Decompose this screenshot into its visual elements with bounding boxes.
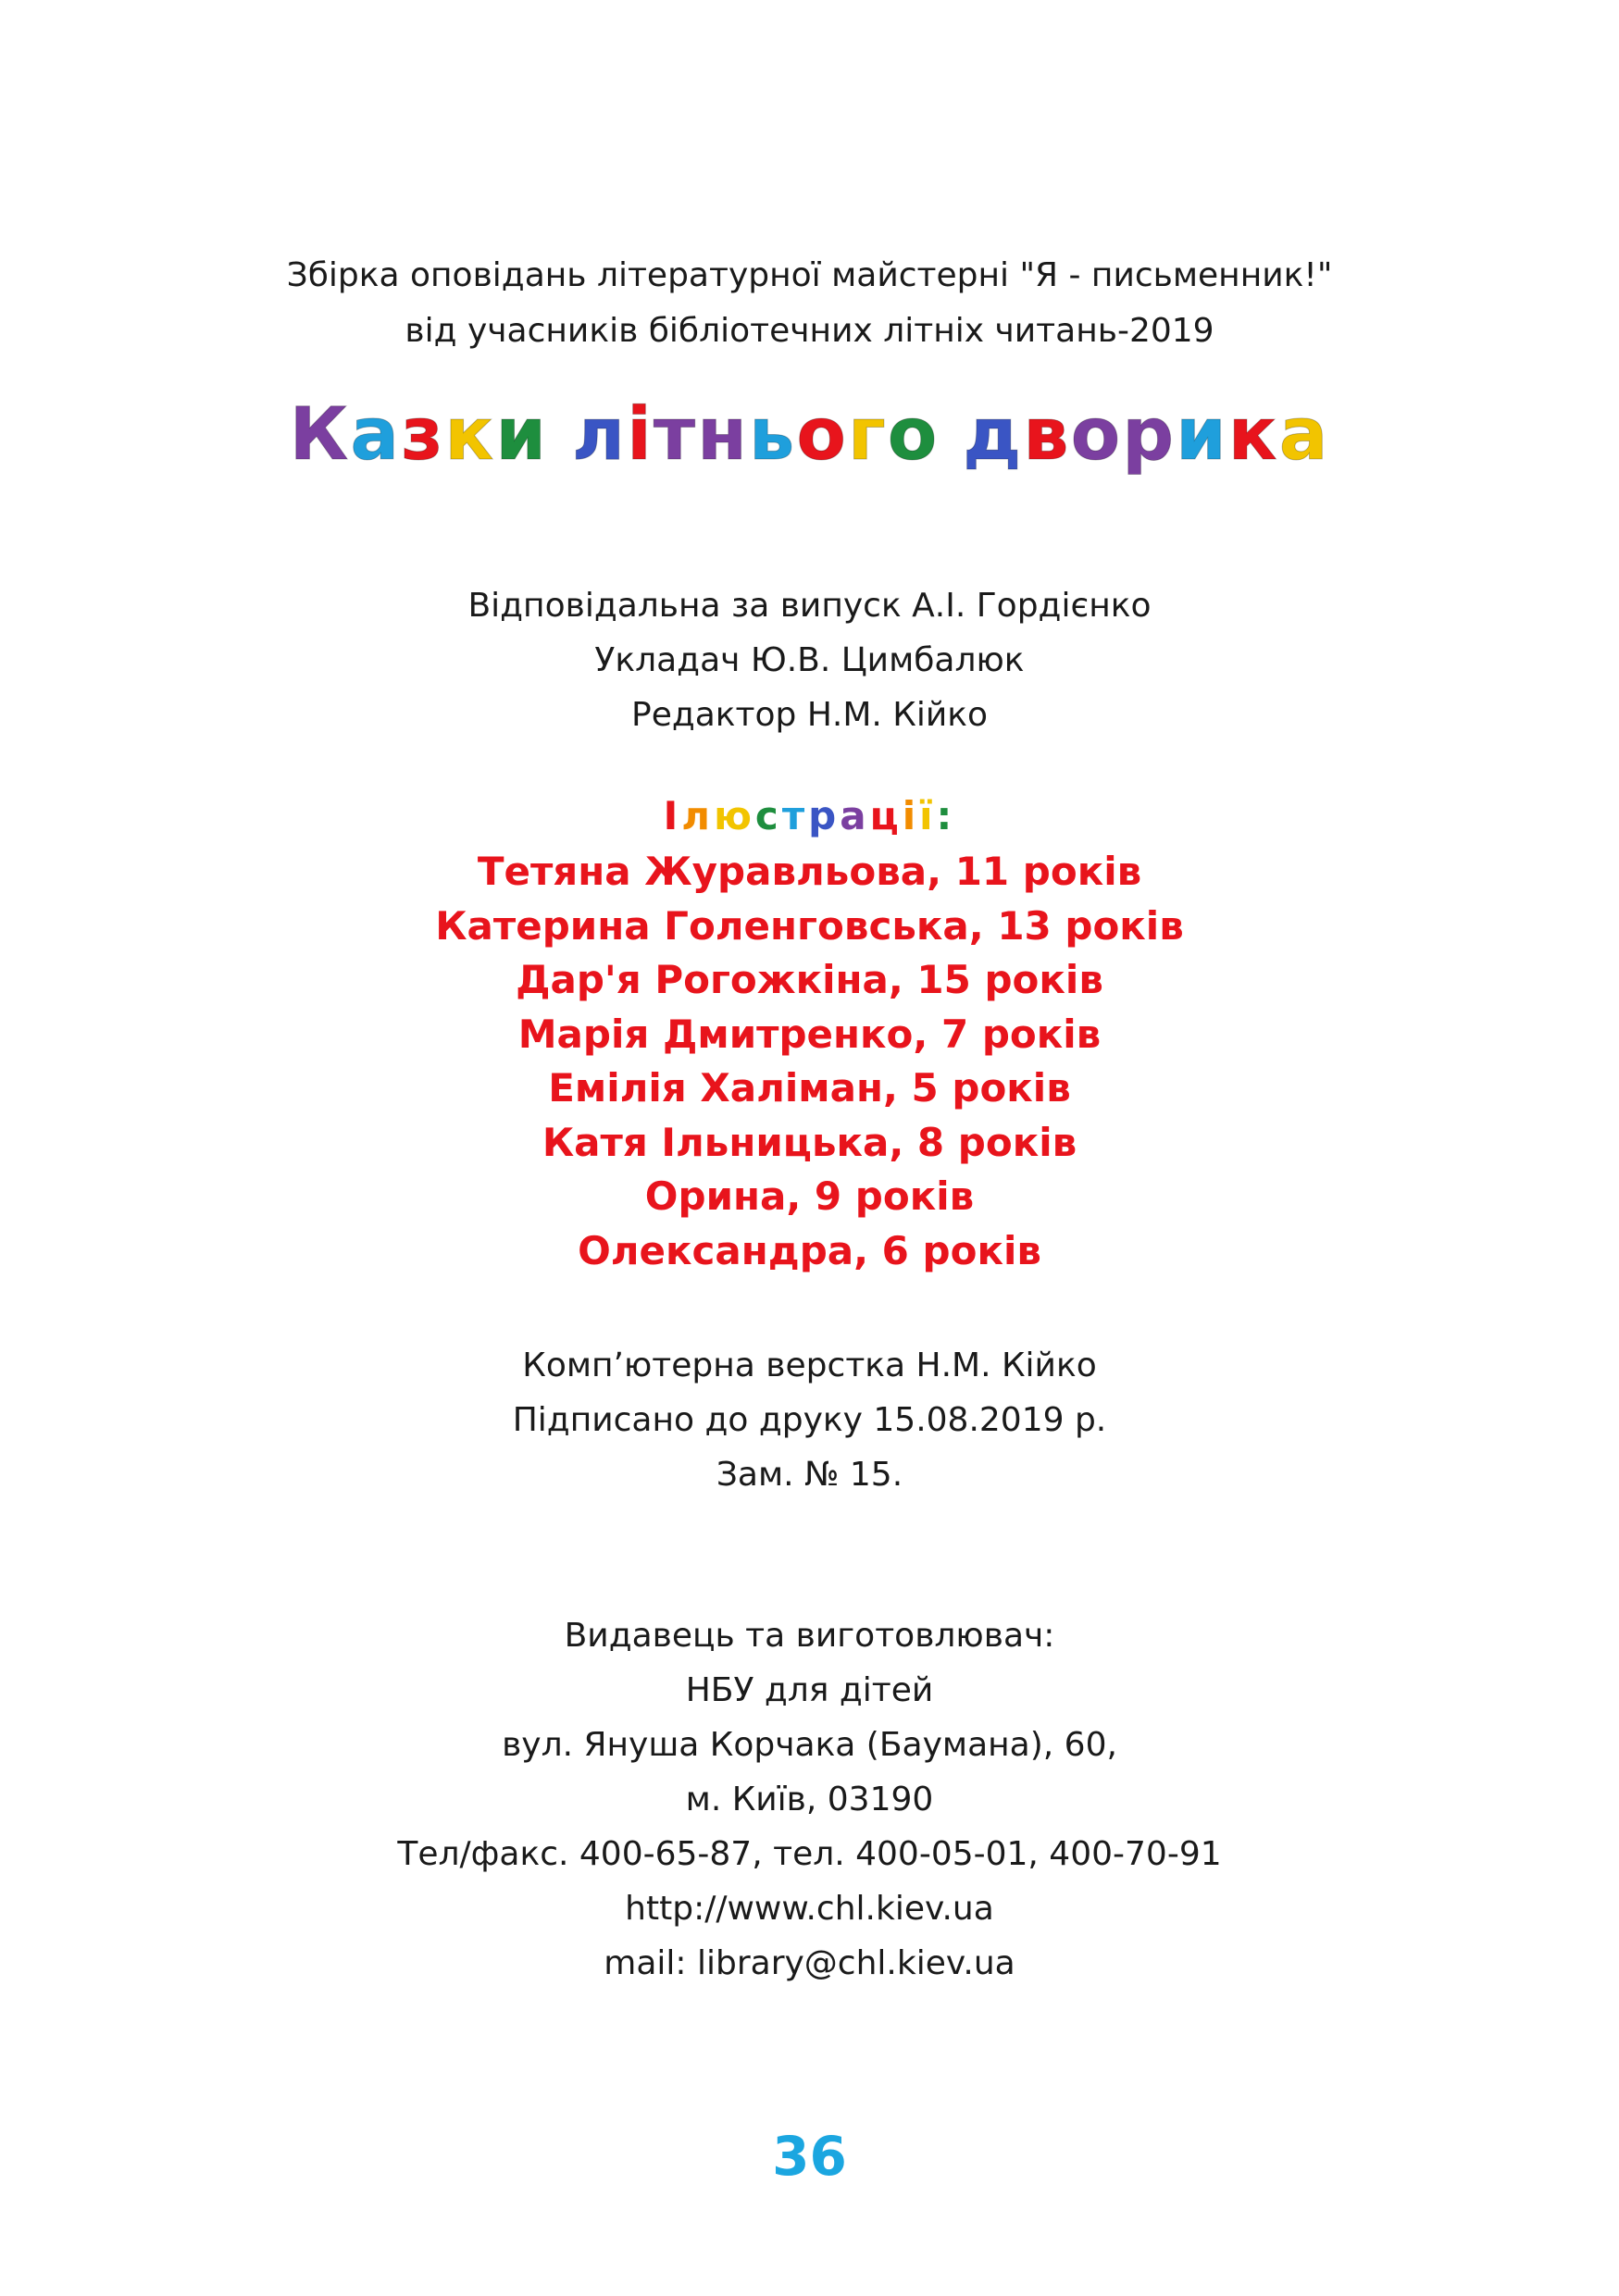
title-letter: л [572,393,628,477]
title-letter: к [444,393,496,477]
publisher-name: НБУ для дітей [685,1671,934,1709]
title-letter: ь [749,393,797,477]
heading-letter: ю [714,793,755,838]
title-letter: т [653,393,698,477]
intro-line-2: від учасників бібліотечних літніх читань-2019 [405,312,1214,350]
title-letter: о [1070,393,1123,477]
heading-letter: ц [869,793,903,838]
illustrator-item: Марія Дмитренко, 7 років [517,1011,1102,1057]
typesetting: Комп’ютерна верстка Н.М. Кійко [522,1347,1097,1384]
order-number: Зам. № 15. [716,1456,903,1494]
illustrator-item: Тетяна Журавльова, 11 років [477,849,1142,894]
title-letter: и [1176,393,1228,477]
illustrator-item: Катя Ільницька, 8 років [542,1119,1077,1165]
title-letter: а [350,393,402,477]
title-letter: а [1278,393,1330,477]
title-letter: н [697,393,750,477]
credits [0,578,1619,742]
illustrations-heading [0,788,1619,844]
publisher-label: Видавець та виготовлювач: [564,1617,1055,1655]
title-letter: д [963,393,1024,477]
illustrator-item: Дар'я Рогожкіна, 15 років [516,957,1103,1002]
print-info [0,1338,1619,1502]
editor: Редактор Н.М. Кійко [630,696,989,734]
title-letter: в [1023,393,1071,477]
heading-letter: л [681,793,715,838]
book-title [0,389,1619,481]
publisher-info [0,1608,1619,1991]
heading-letter: р [808,793,841,838]
publisher-street: вул. Януша Корчака (Баумана), 60, [502,1726,1117,1764]
illustrator-item: Орина, 9 років [644,1173,975,1219]
illustrator-item: Олександра, 6 років [578,1227,1041,1273]
title-letter: з [401,393,445,477]
illustrators-list [0,845,1619,1278]
publisher-city: м. Київ, 03190 [685,1781,934,1818]
title-letter: К [289,393,351,477]
heading-letter: і [902,793,920,838]
title-letter: о [796,393,848,477]
page-number: 36 [772,2125,847,2188]
publisher-phone: Тел/факс. 400-65-87, тел. 400-05-01, 400-70-91 [397,1835,1222,1873]
heading-letter: І [663,793,682,838]
title-letter: г [847,393,888,477]
heading-letter: с [754,793,782,838]
illustrator-item: Емілія Халіман, 5 років [548,1065,1071,1111]
signed-to-print: Підписано до друку 15.08.2019 р. [512,1401,1107,1439]
illustrator-item: Катерина Голенговська, 13 років [435,902,1184,949]
title-letter: к [1227,393,1279,477]
collection-intro [0,248,1619,359]
heading-letter: а [840,793,870,838]
publisher-website: http://www.chl.kiev.ua [625,1890,994,1928]
title-letter: и [495,393,548,477]
heading-letter: ї [919,793,937,838]
title-letter: о [887,393,940,477]
heading-letter: т [781,793,809,838]
heading-letter: : [936,793,956,838]
compiler: Укладач Ю.В. Цимбалюк [594,641,1025,679]
intro-line-1: Збірка оповідань літературної майстерні "Я - письменник!" [286,256,1333,294]
title-letter: р [1122,393,1177,477]
responsible-person: Відповідальна за випуск А.І. Гордієнко [467,587,1152,625]
title-letter: і [627,393,654,477]
publisher-email: mail: library@chl.kiev.ua [604,1944,1015,1982]
